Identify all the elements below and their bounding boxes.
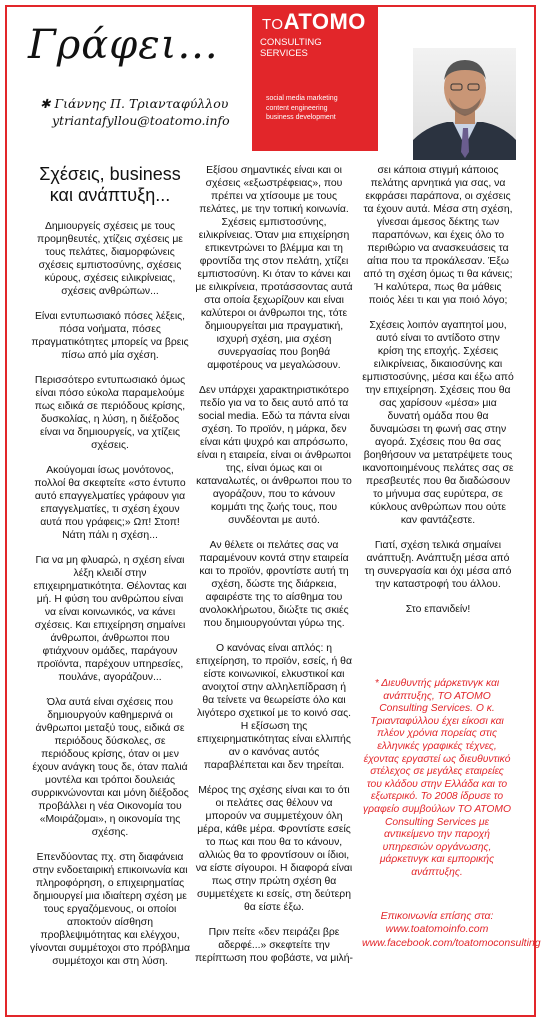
logo-to: TO: [262, 16, 284, 33]
paragraph: Είναι εντυπωσιακό πόσες λέξεις, πόσα νοήματα, πόσες πραγματικότητες μπορείς να βρεις πίσω από μία σχέση.: [31, 311, 189, 361]
paragraph: Μέρος της σχέσης είναι και το ότι οι πελάτες σας θέλουν να μπορούν να συμμετέχουν όλη μέρα, κάθε μέρα. Φροντίστε εσείς το πως και που θα το κάνουν, αλλιώς θα το φροντίσουν οι ίδιοι, να είστε σίγουροι. Η διαφορά είναι πως στην πρώτη σχέση θα συμμετέχετε κι εσείς, στη δεύτερη θα είστε έξω.: [195, 785, 353, 913]
paragraph: Στο επανιδείν!: [405, 604, 471, 615]
logo-tag: social media marketing: [266, 95, 338, 102]
author-email[interactable]: ytriantafyllou@toatomo.info: [52, 113, 230, 128]
paragraph: Γιατί, σχέση τελικά σημαίνει ανάπτυξη. Ανάπτυξη μέσα από τη συνεργασία και όχι μέσα από την καταστροφή του άλλου.: [364, 540, 512, 590]
paragraph: Για να μη φλυαρώ, η σχέση είναι λέξη κλειδί στην επιχειρηματικότητα. Θέλοντας και μή. Η φύση του ανθρώπου είναι να είναι κοινωνικός, να κάνει σχέσεις. Και επιχείρηση σημαίνει άνθρωποι, άνθρωποι που φτιάχνουν ομάδες, παράγουν προϊόντα, παρέχουν υπηρεσίες, πουλάνε, αγοράζουν...: [33, 555, 187, 683]
article-column-2: [195, 164, 353, 977]
author-bio: * Διευθυντής μάρκετινγκ και ανάπτυξης, ΤΟ ΑΤΟΜΟ Consulting Services. Ο κ. Τριανταφύλλου έχει είκοσι και πλέον χρόνια πορείας στις ελληνικές γραφικές τέχνες, έχοντας εργαστεί ως διευθυντικό στέλεχος σε μεγάλες εταιρείες του κλάδου στην Ελλάδα και το εξωτερικό. Το 2008 ίδρυσε το γραφείο συμβούλων ΤΟ ΑΤΟΜΟ Consulting Services με αντικείμενο την παροχή υπηρεσιών οργάνωσης, μάρκετινγκ και εμπορικής ανάπτυξης.: [363, 678, 511, 878]
company-logo: [252, 6, 378, 151]
paragraph: Σχέσεις λοιπόν αγαπητοί μου, αυτό είναι το αντίδοτο στην κρίση της εποχής. Σχέσεις ειλικρίνειας, δικαιοσύνης και εμπιστοσύνης, μέσα και έξω από την επιχείρηση. Σχέσεις που θα σας χαρίσουν «μέσα» μια δυνατή ομάδα που θα δυναμώσει τη φωνή σας στην αγορά. Σχέσεις που θα σας βοηθήσουν να μετατρέψετε τους ικανοποιημένους πελάτες σας σε πρεσβευτές που θα διαδώσουν το μήνυμα σας ευρύτερα, σε κύκλους ανθρώπων που ούτε καν φαντάζεστε.: [362, 320, 514, 526]
paragraph: Πριν πείτε «δεν πειράζει βρε αδερφέ...» σκεφτείτε την περίπτωση που φοβάστε, να μιλή-: [195, 927, 353, 964]
facebook-link[interactable]: www.facebook.com/toatomoconsulting: [362, 936, 541, 949]
paragraph: Περισσότερο εντυπωσιακό όμως είναι πόσο εύκολα παραμελούμε πως ειδικά σε περιόδους κρίσης, δυσκολίας, η λύση, η διέξοδος είναι να δημιουργείς, να χτίζεις σχέσεις.: [34, 375, 186, 451]
author-name: Γιάννης Π. Τριανταφύλλου: [54, 96, 229, 111]
website-link[interactable]: www.toatomoinfo.com: [385, 923, 489, 936]
paragraph: Ακούγομαι ίσως μονότονος, πολλοί θα σκεφτείτε «στο έντυπο αυτό επαγγελματίες γράφουν για επαγγελματίες, τι σχέση έχουν αυτά που γράφεις;» Ωπ! Στοπ! Νάτη πάλι η σχέση...: [34, 465, 186, 541]
logo-atomo: ATOMO: [283, 9, 366, 34]
paragraph: Δεν υπάρχει χαρακτηριστικότερο πεδίο για να το δεις αυτό από τα social media. Εδώ τα πάντα είναι σχέση. Το προϊόν, η μάρκα, δεν είναι κάτι ψυχρό και απρόσωπο, είναι η εταιρεία, είναι οι άνθρωποι της, είναι όμως και οι καταναλωτές, οι άνθρωποι που το αγοράζουν, που το κάνουν κομμάτι της ζωής τους, που συνδέονται με αυτό.: [196, 385, 352, 526]
contact-label: Επικοινωνία επίσης στα:: [380, 910, 494, 922]
article-column-3: [362, 164, 514, 628]
paragraph: Επενδύοντας πχ. στη διαφάνεια στην ενδοεταιρική επικοινωνία και πληροφόρηση, ο επιχειρηματίας δημιουργεί μια ιδιαίτερη σχέση με τους εργαζόμενους, οι οποίοι αποκτούν αίσθηση προβλεψιμότητας και ελέγχου, γίνονται συμμέτοχοι στο πρόβλημα συμμέτοχοι και στη λύση.: [30, 852, 190, 967]
author-photo: [413, 48, 516, 160]
paragraph: Εξίσου σημαντικές είναι και οι σχέσεις «εξωστρέφειας», που πρέπει να χτίσουμε με τους πελάτες, με την τοπική κοινωνία. Σχέσεις εμπιστοσύνης, ειλικρίνειας. Όταν μια επιχείρηση επικεντρώνει το βλέμμα και τη φροντίδα της στον πελάτη, χτίζει εμπιστοσύνη. Κι όταν το κάνει και με ειλικρίνεια, προτάσσοντας αυτά στα οποία ξεχωρίζουν και είναι καλύτεροι οι άνθρωποι της, τότε δημιουργείται μια πραγματική, ισχυρή σχέση, μια σχέση συνεργασίας που βοηθά αμφοτέρους να μεγαλώσουν.: [195, 165, 353, 371]
paragraph: Δημιουργείς σχέσεις με τους προμηθευτές, χτίζεις σχέσεις με τους πελάτες, διαμορφώνεις σχέσεις εμπιστοσύνης, σχέσεις κύρους, σχέσεις ειλικρίνειας, σχέσεις ανθρώπων...: [37, 221, 183, 297]
paragraph: Ο κανόνας είναι απλός: η επιχείρηση, το προϊόν, εσείς, ή θα είστε κοινωνικοί, ελκυστικοί και ανοιχτοί στην αλληλεπίδραση ή θα τείνετε να θεωρείστε όλο και λιγότερο σχετικοί με το κοινό σας. Η εξίσωση της επιχειρηματικότητας είναι ελλιπής αν ο κανόνας αυτός παραβλέπεται και δεν τηρείται.: [196, 643, 352, 771]
contact-info: [362, 910, 541, 950]
article-column-1: [30, 164, 190, 980]
logo-tag: content engineering: [266, 104, 328, 112]
asterisk: ✱: [40, 96, 51, 111]
paragraph: Όλα αυτά είναι σχέσεις που δημιουργούν καθημερινά οι άνθρωποι μεταξύ τους, ειδικά σε περιόδους δύσκολες, σε περιόδους κρίσης, όταν οι μεν έχουν ανάγκη τους δε, όταν παλιά μοντέλα και τρόποι δουλειάς συρρικνώνονται και μόνη διέξοδος προβάλλει η νέα Οικονομία του «Μοιράζομαι», η οικονομία της σχέσης.: [31, 697, 189, 838]
logo-tag: business development: [266, 114, 336, 121]
paragraph: σει κάποια στιγμή κάποιος πελάτης αρνητικά για σας, να εκφράσει παράπονα, οι σχέσεις τα έχουν αυτά. Μέσα στη σχέση, γίνεσαι άμεσος δέκτης των παραπόνων, και έχεις όλο το περιθώριο να ανασκευάσεις τα αίτια που τα προκάλεσαν. Έξω από τη σχέση όμως τι θα κάνεις; Ή καλύτερα, πως θα μάθεις ποιός λέει τι και για ποιό λόγο;: [363, 165, 513, 306]
article-title: Σχέσεις, business και ανάπτυξη...: [39, 164, 181, 205]
rubric-title: Γράφει...: [28, 22, 219, 68]
logo-subtitle: CONSULTING SERVICES: [260, 37, 322, 59]
paragraph: Αν θέλετε οι πελάτες σας να παραμένουν κοντά στην εταιρεία και το προϊόν, φροντίστε αυτή τη σχέση, δώστε της διάρκεια, αφαιρέστε της το αίσθημα του ανολοκλήρωτου, διώξτε τις σκιές που δημιουργούνται γύρω της.: [199, 540, 349, 629]
author-byline: [40, 95, 230, 129]
